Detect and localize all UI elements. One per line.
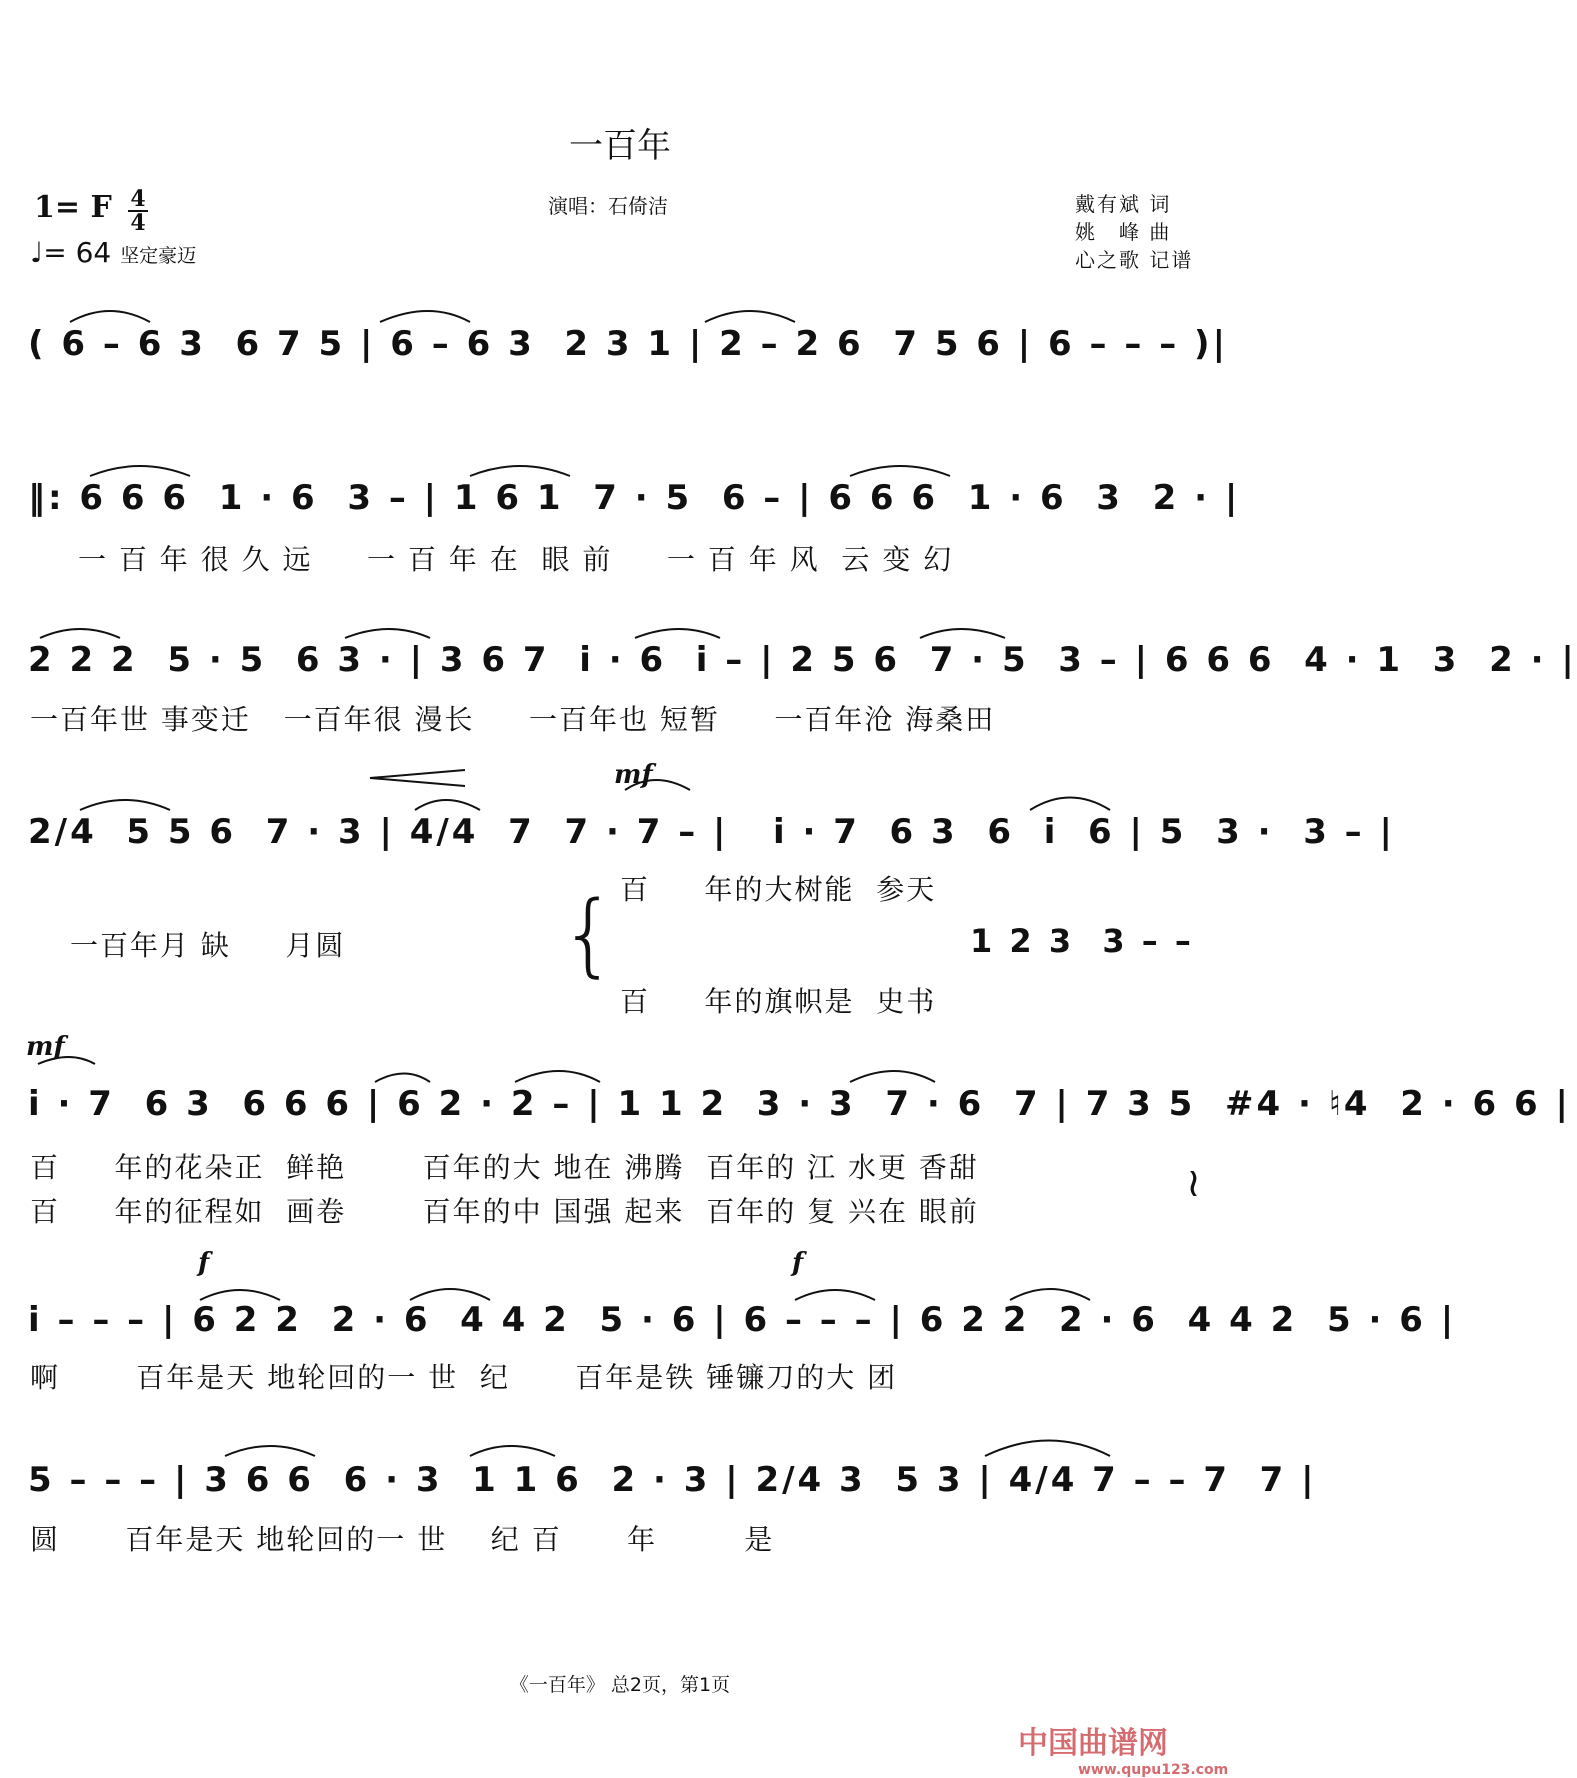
lyrics-row-4-verse2: 百 年的旗帜是 史书 <box>620 985 937 1018</box>
slur-icon <box>985 1441 1110 1457</box>
key-signature: 1= F <box>34 190 112 225</box>
slur-icon <box>90 466 190 476</box>
page-title: 一百年 <box>569 126 671 166</box>
slur-icon <box>345 629 430 638</box>
slur-icon <box>200 1290 280 1300</box>
time-signature-top: 4 <box>130 186 146 212</box>
slur-icon <box>850 466 950 476</box>
slur-icon <box>375 1074 430 1083</box>
dynamic-mark: f <box>198 1248 210 1278</box>
slur-icon <box>1030 798 1110 811</box>
watermark-logo-text: 中国曲谱网 <box>1018 1726 1168 1761</box>
score-row-4-alt: 1 2 3 3 – – <box>970 922 1194 960</box>
score-row-3: 2 2 2 5 · 5 6 3 · | 3 6 7 i · 6 i – | 2 5 6 7 · 5 3 – | 6 6 6 4 · 1 3 2 · | <box>28 640 1577 680</box>
dynamic-mark: f <box>792 1248 804 1278</box>
slur-icon <box>470 466 570 476</box>
lyrics-row-4-left: 一百年月 缺 月圆 <box>70 929 346 962</box>
slur-icon <box>850 1071 935 1082</box>
score-row-2: ‖: 6 6 6 1 · 6 3 – | 1 6 1 7 · 5 6 – | 6 6 6 1 · 6 3 2 · | <box>28 478 1241 518</box>
lyrics-row-2: 一 百 年 很 久 远 一 百 年 在 眼 前 一 百 年 风 云 变 幻 <box>78 543 954 576</box>
watermark <box>1018 1718 1228 1778</box>
arpeggio-icon: ≀ <box>1186 1160 1201 1206</box>
time-signature-bottom: 4 <box>128 210 148 234</box>
lyrics-row-6: 啊 百年是天 地轮回的一 世 纪 百年是铁 锤镰刀的大 团 <box>30 1361 898 1394</box>
score-row-5: i · 7 6 3 6 6 6 | 6 2 · 2 – | 1 1 2 3 · 3 7 · 6 7 | 7 3 5 #4 · ♮4 2 · 6 6 | <box>28 1084 1571 1124</box>
slur-icon <box>70 311 150 322</box>
transcriber: 心之歌 记谱 <box>1075 248 1194 272</box>
score-row-4: 2/4 5 5 6 7 · 3 | 4/4 7 7 · 7 – | i · 7 6 3 6 i 6 | 5 3 · 3 – | <box>28 812 1395 852</box>
dynamic-mark: mf <box>26 1032 65 1062</box>
slur-icon <box>40 629 120 638</box>
lyrics-row-3: 一百年世 事变迁 一百年很 漫长 一百年也 短暂 一百年沧 海桑田 <box>30 703 996 736</box>
lyrics-row-7: 圆 百年是天 地轮回的一 世 纪 百 年 是 <box>30 1523 775 1556</box>
slur-icon <box>415 800 480 810</box>
watermark-url: www.qupu123.com <box>1078 1762 1229 1778</box>
score-row-6: i – – – | 6 2 2 2 · 6 4 4 2 5 · 6 | 6 – – – | 6 2 2 2 · 6 4 4 2 5 · 6 | <box>28 1300 1457 1340</box>
lyricist: 戴有斌 词 <box>1075 192 1172 216</box>
quarter-note-icon: ♩ <box>30 236 44 269</box>
slur-icon <box>1010 1289 1090 1300</box>
page-footer: 《一百年》 总2页，第1页 <box>509 1674 731 1696</box>
lyrics-row-5-verse2: 百 年的征程如 画卷 百年的中 国强 起来 百年的 复 兴在 眼前 <box>30 1195 979 1228</box>
slur-icon <box>38 1057 95 1064</box>
tempo-mark: 坚定豪迈 <box>120 245 197 267</box>
slur-icon <box>635 629 720 638</box>
slur-icon <box>920 629 1005 638</box>
crescendo-icon <box>370 770 465 786</box>
lyrics-row-4-verse1: 百 年的大树能 参天 <box>620 873 937 906</box>
slur-icon <box>410 1289 490 1300</box>
slur-icon <box>80 800 170 810</box>
slur-icon <box>705 311 795 322</box>
dynamic-mark: mf <box>614 760 653 790</box>
score-row-7: 5 – – – | 3 6 6 6 · 3 1 1 6 2 · 3 | 2/4 3 5 3 | 4/4 7 – – 7 7 | <box>28 1460 1317 1500</box>
slur-icon <box>470 1446 555 1456</box>
slur-icon <box>380 311 470 322</box>
score-row-1: ( 6 – 6 3 6 7 5 | 6 – 6 3 2 3 1 | 2 – 2 6 7 5 6 | 6 – – – )| <box>28 324 1229 364</box>
singer: 演唱：石倚洁 <box>548 194 668 218</box>
composer: 姚 峰 曲 <box>1075 220 1172 244</box>
slur-icon <box>625 780 690 790</box>
slur-icon <box>515 1071 600 1082</box>
slur-icon <box>225 1446 315 1456</box>
slur-icon <box>795 1290 875 1300</box>
brace-icon: { <box>560 882 618 987</box>
tempo-value: = 64 <box>43 236 112 269</box>
lyrics-row-5-verse1: 百 年的花朵正 鲜艳 百年的大 地在 沸腾 百年的 江 水更 香甜 <box>30 1151 979 1184</box>
